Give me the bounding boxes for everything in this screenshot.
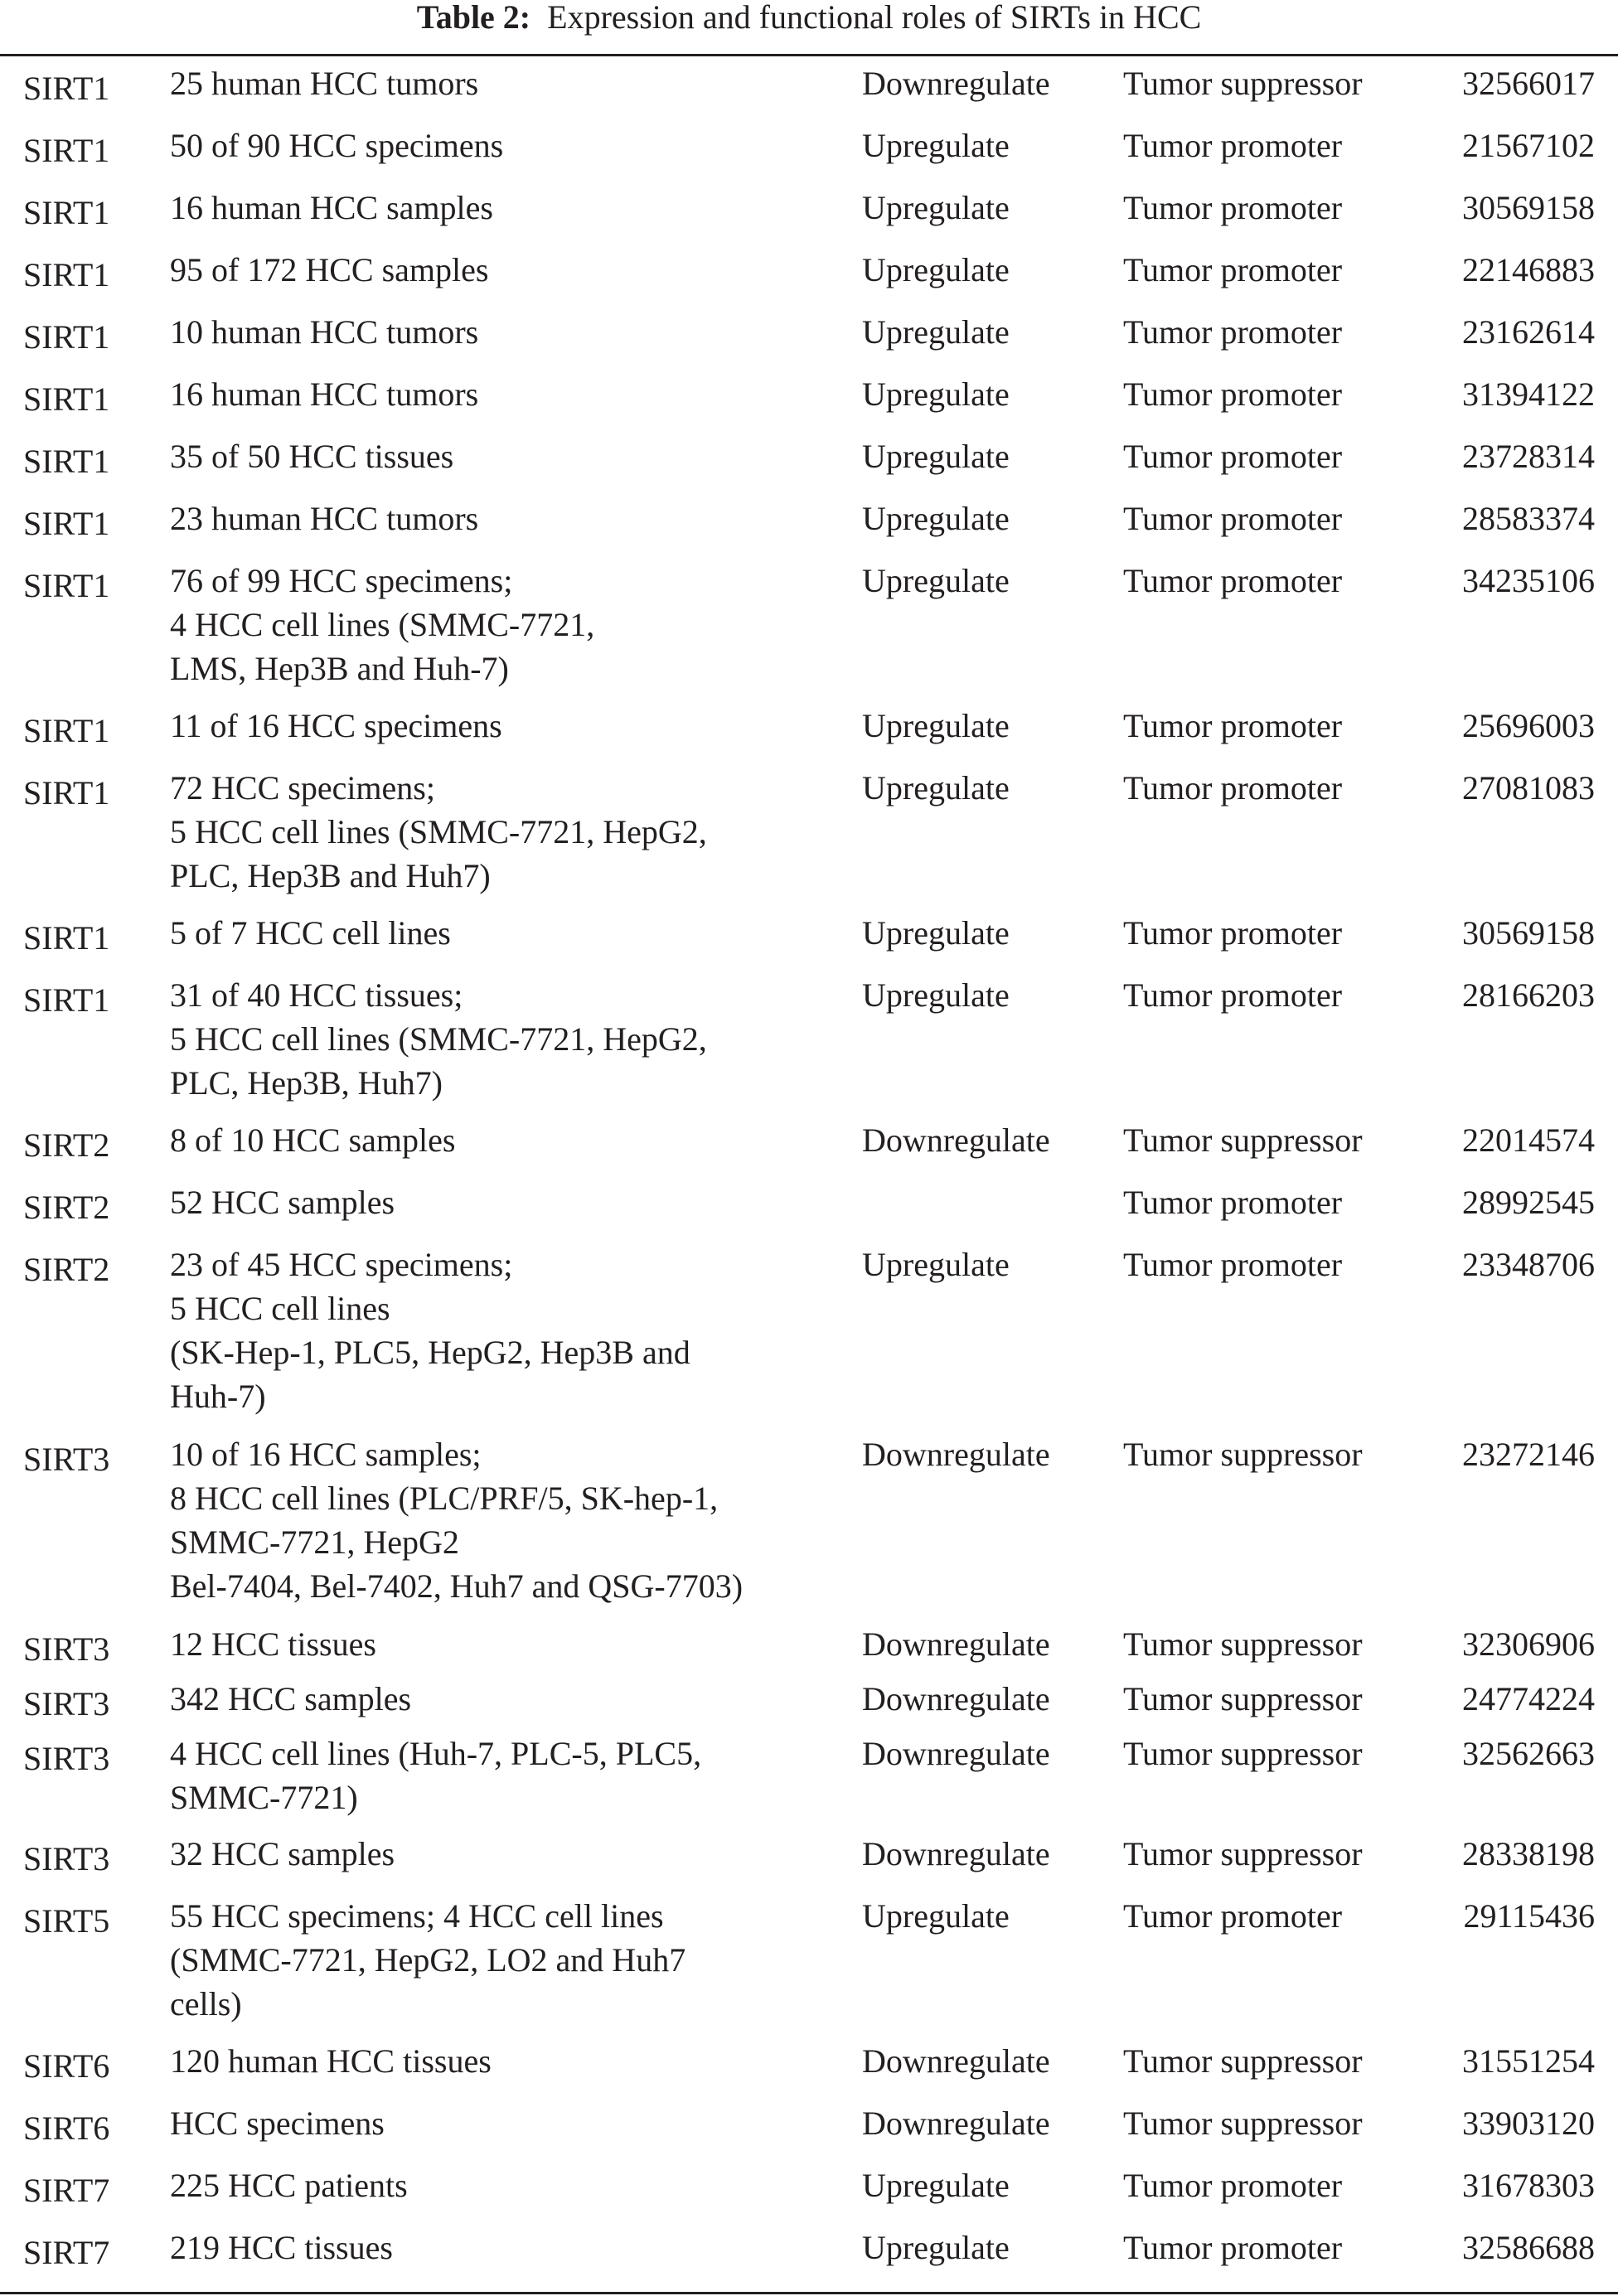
table-row <box>0 2226 1618 2280</box>
sample-line: HCC specimens <box>170 2105 385 2142</box>
pmid-cell: 22014574 <box>1462 1121 1595 1159</box>
gene-cell: SIRT6 <box>23 2110 110 2147</box>
pmid-cell: 32566017 <box>1462 65 1595 102</box>
gene-cell: SIRT3 <box>23 1740 110 1777</box>
role-cell: Tumor promoter <box>1123 500 1343 537</box>
gene-cell: SIRT7 <box>23 2234 110 2271</box>
table-row <box>0 372 1618 434</box>
samples-cell <box>170 1732 862 1832</box>
sample-line: 5 HCC cell lines (SMMC-7721, HepG2, <box>170 813 707 850</box>
sample-line: Huh-7) <box>170 1378 266 1415</box>
gene-cell: SIRT1 <box>23 256 110 293</box>
table-row <box>0 434 1618 496</box>
samples-cell <box>170 124 862 186</box>
gene-cell: SIRT1 <box>23 567 110 604</box>
table-body <box>0 61 1618 2280</box>
expression-cell: Upregulate <box>862 2229 1010 2266</box>
table-label: Table 2: <box>416 0 531 36</box>
samples-cell <box>170 1242 862 1432</box>
gene-cell: SIRT1 <box>23 712 110 749</box>
expression-cell: Upregulate <box>862 562 1010 599</box>
pmid-cell: 31394122 <box>1462 375 1595 413</box>
gene-cell: SIRT6 <box>23 2047 110 2085</box>
role-cell: Tumor suppressor <box>1123 2105 1363 2142</box>
pmid-cell: 24774224 <box>1462 1680 1595 1717</box>
role-cell: Tumor promoter <box>1123 976 1343 1014</box>
table-row <box>0 186 1618 248</box>
samples-cell <box>170 766 862 911</box>
samples-cell <box>170 2226 862 2280</box>
samples-cell <box>170 1832 862 1894</box>
samples-cell <box>170 1180 862 1242</box>
pmid-cell: 28583374 <box>1462 500 1595 537</box>
table-row <box>0 248 1618 310</box>
table-row <box>0 973 1618 1118</box>
role-cell: Tumor suppressor <box>1123 1625 1363 1663</box>
samples-cell <box>170 434 862 496</box>
expression-cell: Downregulate <box>862 2105 1050 2142</box>
samples-cell <box>170 1677 862 1732</box>
role-cell: Tumor suppressor <box>1123 1680 1363 1717</box>
samples-cell <box>170 2039 862 2101</box>
role-cell: Tumor suppressor <box>1123 1436 1363 1473</box>
sample-line: (SK-Hep-1, PLC5, HepG2, Hep3B and <box>170 1334 690 1371</box>
samples-cell <box>170 2163 862 2226</box>
gene-cell: SIRT1 <box>23 132 110 169</box>
table-row <box>0 1832 1618 1894</box>
pmid-cell: 32306906 <box>1462 1625 1595 1663</box>
sample-line: 342 HCC samples <box>170 1680 412 1717</box>
sample-line: 10 of 16 HCC samples; <box>170 1436 482 1473</box>
gene-cell: SIRT2 <box>23 1126 110 1164</box>
samples-cell <box>170 1432 862 1622</box>
sample-line: 225 HCC patients <box>170 2167 408 2204</box>
expression-cell: Downregulate <box>862 1680 1050 1717</box>
samples-cell <box>170 310 862 372</box>
table-row <box>0 704 1618 766</box>
samples-cell <box>170 1894 862 2039</box>
sirt-table <box>0 61 1618 2280</box>
table-title: Expression and functional roles of SIRTs in HCC <box>547 0 1202 36</box>
gene-cell: SIRT1 <box>23 505 110 542</box>
role-cell: Tumor suppressor <box>1123 1735 1363 1772</box>
gene-cell: SIRT1 <box>23 919 110 957</box>
expression-cell: Upregulate <box>862 2167 1010 2204</box>
sample-line: 4 HCC cell lines (Huh-7, PLC-5, PLC5, <box>170 1735 702 1772</box>
role-cell: Tumor promoter <box>1123 914 1343 952</box>
table-row <box>0 2101 1618 2163</box>
sample-line: 219 HCC tissues <box>170 2229 393 2266</box>
role-cell: Tumor promoter <box>1123 251 1343 288</box>
table-row <box>0 1894 1618 2039</box>
pmid-cell: 27081083 <box>1462 769 1595 807</box>
table-row <box>0 559 1618 704</box>
role-cell: Tumor promoter <box>1123 189 1343 226</box>
expression-cell: Upregulate <box>862 707 1010 744</box>
expression-cell: Upregulate <box>862 769 1010 807</box>
gene-cell: SIRT2 <box>23 1251 110 1288</box>
table-caption <box>0 0 1618 35</box>
samples-cell <box>170 911 862 973</box>
pmid-cell: 33903120 <box>1462 2105 1595 2142</box>
sample-line: 76 of 99 HCC specimens; <box>170 562 513 599</box>
pmid-cell: 30569158 <box>1462 914 1595 952</box>
sample-line: 8 HCC cell lines (PLC/PRF/5, SK-hep-1, <box>170 1480 719 1517</box>
gene-cell: SIRT3 <box>23 1630 110 1668</box>
samples-cell <box>170 704 862 766</box>
role-cell: Tumor promoter <box>1123 438 1343 475</box>
role-cell: Tumor suppressor <box>1123 1835 1363 1872</box>
role-cell: Tumor promoter <box>1123 127 1343 164</box>
expression-cell: Downregulate <box>862 1121 1050 1159</box>
samples-cell <box>170 496 862 559</box>
pmid-cell: 23348706 <box>1462 1246 1595 1283</box>
table-row <box>0 1180 1618 1242</box>
role-cell: Tumor suppressor <box>1123 2042 1363 2080</box>
expression-cell: Upregulate <box>862 1246 1010 1283</box>
expression-cell: Upregulate <box>862 375 1010 413</box>
gene-cell: SIRT1 <box>23 318 110 356</box>
pmid-cell: 28992545 <box>1462 1184 1595 1221</box>
sample-line: 10 human HCC tumors <box>170 313 479 351</box>
expression-cell: Downregulate <box>862 65 1050 102</box>
role-cell: Tumor promoter <box>1123 2167 1343 2204</box>
gene-cell: SIRT3 <box>23 1840 110 1877</box>
pmid-cell: 31678303 <box>1462 2167 1595 2204</box>
pmid-cell: 34235106 <box>1462 562 1595 599</box>
gene-cell: SIRT1 <box>23 194 110 231</box>
sample-line: 5 of 7 HCC cell lines <box>170 914 451 952</box>
sample-line: 50 of 90 HCC specimens <box>170 127 504 164</box>
table-row <box>0 1677 1618 1732</box>
role-cell: Tumor promoter <box>1123 707 1343 744</box>
pmid-cell: 25696003 <box>1462 707 1595 744</box>
sample-line: 120 human HCC tissues <box>170 2042 492 2080</box>
role-cell: Tumor promoter <box>1123 1184 1343 1221</box>
expression-cell: Upregulate <box>862 500 1010 537</box>
table-row <box>0 1242 1618 1432</box>
samples-cell <box>170 559 862 704</box>
pmid-cell: 28338198 <box>1462 1835 1595 1872</box>
table-row <box>0 1732 1618 1832</box>
gene-cell: SIRT5 <box>23 1902 110 1940</box>
samples-cell <box>170 186 862 248</box>
expression-cell: Upregulate <box>862 251 1010 288</box>
gene-cell: SIRT1 <box>23 443 110 480</box>
role-cell: Tumor suppressor <box>1123 65 1363 102</box>
table-row <box>0 2163 1618 2226</box>
sample-line: Bel-7404, Bel-7402, Huh7 and QSG-7703) <box>170 1567 744 1605</box>
sample-line: 11 of 16 HCC specimens <box>170 707 502 744</box>
gene-cell: SIRT7 <box>23 2172 110 2209</box>
pmid-cell: 23728314 <box>1462 438 1595 475</box>
expression-cell: Upregulate <box>862 1897 1010 1935</box>
gene-cell: SIRT3 <box>23 1441 110 1478</box>
sample-line: 95 of 172 HCC samples <box>170 251 489 288</box>
role-cell: Tumor suppressor <box>1123 1121 1363 1159</box>
table-row <box>0 766 1618 911</box>
expression-cell: Upregulate <box>862 976 1010 1014</box>
sample-line: 55 HCC specimens; 4 HCC cell lines <box>170 1897 664 1935</box>
bottom-rule <box>0 2292 1618 2294</box>
role-cell: Tumor promoter <box>1123 1246 1343 1283</box>
top-rule <box>0 54 1618 56</box>
gene-cell: SIRT1 <box>23 981 110 1019</box>
sample-line: SMMC-7721) <box>170 1779 358 1816</box>
expression-cell: Downregulate <box>862 2042 1050 2080</box>
table-row <box>0 496 1618 559</box>
gene-cell: SIRT2 <box>23 1189 110 1226</box>
sample-line: 25 human HCC tumors <box>170 65 479 102</box>
gene-cell: SIRT1 <box>23 380 110 418</box>
gene-cell: SIRT3 <box>23 1685 110 1722</box>
role-cell: Tumor promoter <box>1123 375 1343 413</box>
gene-cell: SIRT1 <box>23 70 110 107</box>
table-row <box>0 61 1618 124</box>
expression-cell: Downregulate <box>862 1835 1050 1872</box>
sample-line: PLC, Hep3B and Huh7) <box>170 857 491 894</box>
samples-cell <box>170 2101 862 2163</box>
samples-cell <box>170 61 862 124</box>
gene-cell: SIRT1 <box>23 774 110 811</box>
sample-line: 16 human HCC tumors <box>170 375 479 413</box>
sample-line: 72 HCC specimens; <box>170 769 435 807</box>
table-row <box>0 1622 1618 1677</box>
expression-cell: Downregulate <box>862 1625 1050 1663</box>
sample-line: 31 of 40 HCC tissues; <box>170 976 463 1014</box>
samples-cell <box>170 973 862 1118</box>
sample-line: 35 of 50 HCC tissues <box>170 438 454 475</box>
sample-line: LMS, Hep3B and Huh-7) <box>170 650 509 687</box>
expression-cell: Upregulate <box>862 914 1010 952</box>
role-cell: Tumor promoter <box>1123 2229 1343 2266</box>
pmid-cell: 23272146 <box>1462 1436 1595 1473</box>
samples-cell <box>170 248 862 310</box>
pmid-cell: 29115436 <box>1463 1897 1595 1935</box>
sample-line: 4 HCC cell lines (SMMC-7721, <box>170 606 595 643</box>
sample-line: 32 HCC samples <box>170 1835 395 1872</box>
expression-cell: Downregulate <box>862 1436 1050 1473</box>
pmid-cell: 21567102 <box>1462 127 1595 164</box>
role-cell: Tumor promoter <box>1123 313 1343 351</box>
sample-line: 5 HCC cell lines <box>170 1290 390 1327</box>
expression-cell: Upregulate <box>862 127 1010 164</box>
expression-cell <box>862 1180 1123 1242</box>
table-row <box>0 2039 1618 2101</box>
sample-line: 12 HCC tissues <box>170 1625 376 1663</box>
pmid-cell: 23162614 <box>1462 313 1595 351</box>
sample-line: 23 of 45 HCC specimens; <box>170 1246 513 1283</box>
sample-line: 5 HCC cell lines (SMMC-7721, HepG2, <box>170 1020 707 1058</box>
table-row <box>0 1432 1618 1622</box>
role-cell: Tumor promoter <box>1123 1897 1343 1935</box>
pmid-cell: 28166203 <box>1462 976 1595 1014</box>
expression-cell: Downregulate <box>862 1735 1050 1772</box>
expression-cell: Upregulate <box>862 189 1010 226</box>
pmid-cell: 32586688 <box>1462 2229 1595 2266</box>
samples-cell <box>170 372 862 434</box>
sample-line: (SMMC-7721, HepG2, LO2 and Huh7 <box>170 1941 686 1979</box>
sample-line: cells) <box>170 1985 242 2022</box>
sample-line: 16 human HCC samples <box>170 189 493 226</box>
sample-line: 8 of 10 HCC samples <box>170 1121 456 1159</box>
role-cell: Tumor promoter <box>1123 562 1343 599</box>
pmid-cell: 30569158 <box>1462 189 1595 226</box>
sample-line: 52 HCC samples <box>170 1184 395 1221</box>
table-row <box>0 911 1618 973</box>
role-cell: Tumor promoter <box>1123 769 1343 807</box>
sample-line: PLC, Hep3B, Huh7) <box>170 1064 443 1102</box>
samples-cell <box>170 1622 862 1677</box>
table-row <box>0 1118 1618 1180</box>
table-row <box>0 124 1618 186</box>
pmid-cell: 32562663 <box>1462 1735 1595 1772</box>
expression-cell: Upregulate <box>862 313 1010 351</box>
sample-line: 23 human HCC tumors <box>170 500 479 537</box>
samples-cell <box>170 1118 862 1180</box>
pmid-cell: 31551254 <box>1462 2042 1595 2080</box>
sample-line: SMMC-7721, HepG2 <box>170 1523 459 1561</box>
pmid-cell: 22146883 <box>1462 251 1595 288</box>
table-row <box>0 310 1618 372</box>
expression-cell: Upregulate <box>862 438 1010 475</box>
